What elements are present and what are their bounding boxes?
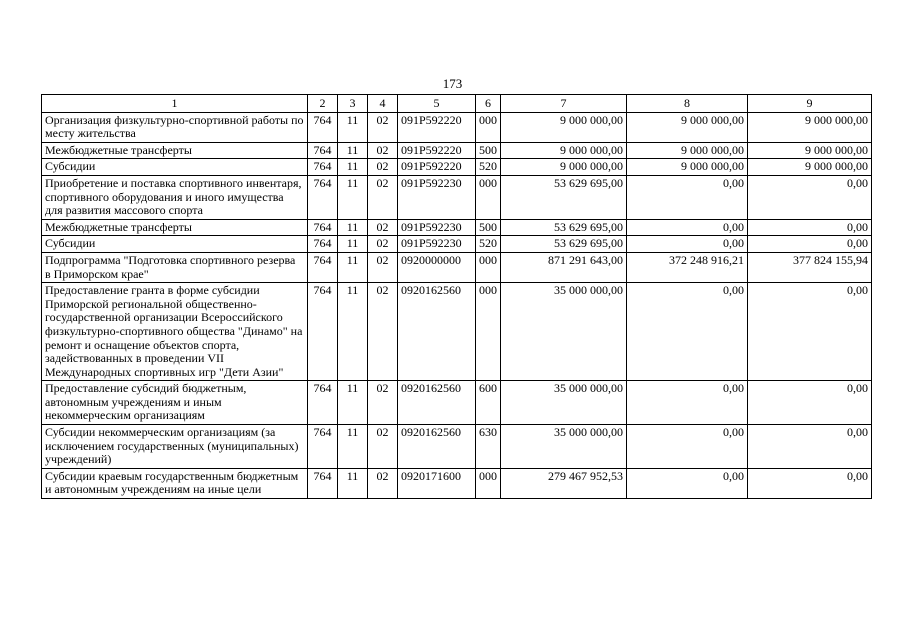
section-code: 11 [338, 159, 368, 176]
section-code: 11 [338, 175, 368, 219]
target-article-code: 091P592220 [398, 112, 476, 142]
amount-year-3: 0,00 [748, 283, 872, 381]
subsection-code: 02 [368, 142, 398, 159]
row-name: Межбюджетные трансферты [42, 142, 308, 159]
ministry-code: 764 [308, 381, 338, 425]
expense-type-code: 000 [476, 252, 501, 282]
ministry-code: 764 [308, 468, 338, 498]
column-header: 1 [42, 95, 308, 113]
expense-type-code: 000 [476, 175, 501, 219]
column-header: 9 [748, 95, 872, 113]
amount-year-3: 0,00 [748, 219, 872, 236]
subsection-code: 02 [368, 175, 398, 219]
amount-year-2: 0,00 [627, 236, 748, 253]
ministry-code: 764 [308, 425, 338, 469]
expense-type-code: 630 [476, 425, 501, 469]
amount-year-3: 0,00 [748, 468, 872, 498]
target-article-code: 0920171600 [398, 468, 476, 498]
table-row [42, 219, 872, 236]
section-code: 11 [338, 236, 368, 253]
section-code: 11 [338, 468, 368, 498]
expense-type-code: 500 [476, 142, 501, 159]
amount-year-2: 9 000 000,00 [627, 142, 748, 159]
amount-year-1: 53 629 695,00 [501, 236, 627, 253]
table-row [42, 468, 872, 498]
ministry-code: 764 [308, 159, 338, 176]
subsection-code: 02 [368, 283, 398, 381]
section-code: 11 [338, 112, 368, 142]
table-row [42, 175, 872, 219]
row-name: Субсидии [42, 236, 308, 253]
row-name: Подпрограмма "Подготовка спортивного резерва в Приморском крае" [42, 252, 308, 282]
table-row [42, 252, 872, 282]
amount-year-3: 0,00 [748, 425, 872, 469]
row-name: Субсидии некоммерческим организациям (за исключением государственных (муниципальных) учреждений) [42, 425, 308, 469]
section-code: 11 [338, 142, 368, 159]
table-row [42, 381, 872, 425]
amount-year-1: 9 000 000,00 [501, 159, 627, 176]
amount-year-1: 53 629 695,00 [501, 175, 627, 219]
section-code: 11 [338, 283, 368, 381]
amount-year-3: 377 824 155,94 [748, 252, 872, 282]
table-row [42, 236, 872, 253]
amount-year-2: 0,00 [627, 219, 748, 236]
subsection-code: 02 [368, 219, 398, 236]
subsection-code: 02 [368, 236, 398, 253]
expense-type-code: 000 [476, 112, 501, 142]
ministry-code: 764 [308, 236, 338, 253]
row-name: Предоставление субсидий бюджетным, автономным учреждениям и иным некоммерческим организациям [42, 381, 308, 425]
target-article-code: 0920162560 [398, 283, 476, 381]
budget-table [41, 94, 872, 499]
header-row [42, 95, 872, 113]
target-article-code: 0920162560 [398, 425, 476, 469]
amount-year-2: 0,00 [627, 468, 748, 498]
amount-year-3: 0,00 [748, 175, 872, 219]
row-name: Межбюджетные трансферты [42, 219, 308, 236]
section-code: 11 [338, 425, 368, 469]
subsection-code: 02 [368, 468, 398, 498]
amount-year-2: 9 000 000,00 [627, 159, 748, 176]
amount-year-3: 0,00 [748, 236, 872, 253]
amount-year-2: 9 000 000,00 [627, 112, 748, 142]
amount-year-1: 9 000 000,00 [501, 112, 627, 142]
amount-year-1: 35 000 000,00 [501, 425, 627, 469]
subsection-code: 02 [368, 252, 398, 282]
amount-year-2: 0,00 [627, 283, 748, 381]
expense-type-code: 000 [476, 468, 501, 498]
subsection-code: 02 [368, 112, 398, 142]
row-name: Субсидии краевым государственным бюджетным и автономным учреждениям на иные цели [42, 468, 308, 498]
subsection-code: 02 [368, 381, 398, 425]
row-name: Субсидии [42, 159, 308, 176]
ministry-code: 764 [308, 283, 338, 381]
page-number: 173 [442, 76, 463, 91]
target-article-code: 091P592220 [398, 142, 476, 159]
amount-year-3: 9 000 000,00 [748, 112, 872, 142]
expense-type-code: 600 [476, 381, 501, 425]
amount-year-2: 0,00 [627, 425, 748, 469]
expense-type-code: 520 [476, 236, 501, 253]
expense-type-code: 500 [476, 219, 501, 236]
table-row [42, 283, 872, 381]
section-code: 11 [338, 252, 368, 282]
table-row [42, 425, 872, 469]
amount-year-2: 372 248 916,21 [627, 252, 748, 282]
table-row [42, 142, 872, 159]
expense-type-code: 520 [476, 159, 501, 176]
amount-year-3: 9 000 000,00 [748, 142, 872, 159]
target-article-code: 0920000000 [398, 252, 476, 282]
target-article-code: 091P592220 [398, 159, 476, 176]
target-article-code: 0920162560 [398, 381, 476, 425]
ministry-code: 764 [308, 252, 338, 282]
target-article-code: 091P592230 [398, 175, 476, 219]
amount-year-2: 0,00 [627, 381, 748, 425]
section-code: 11 [338, 219, 368, 236]
section-code: 11 [338, 381, 368, 425]
row-name: Организация физкультурно-спортивной работы по месту жительства [42, 112, 308, 142]
amount-year-2: 0,00 [627, 175, 748, 219]
subsection-code: 02 [368, 425, 398, 469]
amount-year-1: 35 000 000,00 [501, 283, 627, 381]
ministry-code: 764 [308, 112, 338, 142]
amount-year-1: 871 291 643,00 [501, 252, 627, 282]
ministry-code: 764 [308, 219, 338, 236]
ministry-code: 764 [308, 175, 338, 219]
ministry-code: 764 [308, 142, 338, 159]
column-header: 2 [308, 95, 338, 113]
amount-year-3: 9 000 000,00 [748, 159, 872, 176]
table-row [42, 112, 872, 142]
column-header: 6 [476, 95, 501, 113]
target-article-code: 091P592230 [398, 236, 476, 253]
column-header: 3 [338, 95, 368, 113]
target-article-code: 091P592230 [398, 219, 476, 236]
amount-year-1: 9 000 000,00 [501, 142, 627, 159]
row-name: Приобретение и поставка спортивного инвентаря, спортивного оборудования и иного имущества для развития массового спорта [42, 175, 308, 219]
column-header: 7 [501, 95, 627, 113]
amount-year-1: 279 467 952,53 [501, 468, 627, 498]
table-row [42, 159, 872, 176]
subsection-code: 02 [368, 159, 398, 176]
column-header: 4 [368, 95, 398, 113]
amount-year-3: 0,00 [748, 381, 872, 425]
amount-year-1: 53 629 695,00 [501, 219, 627, 236]
amount-year-1: 35 000 000,00 [501, 381, 627, 425]
row-name: Предоставление гранта в форме субсидии Приморской региональной общественно-государственной организации Всероссийского физкультурно-спортивного общества "Динамо" на ремонт и оснащение объектов спорта, задействованных в проведении VII Международных спортивных игр "Дети Азии" [42, 283, 308, 381]
column-header: 8 [627, 95, 748, 113]
expense-type-code: 000 [476, 283, 501, 381]
column-header: 5 [398, 95, 476, 113]
